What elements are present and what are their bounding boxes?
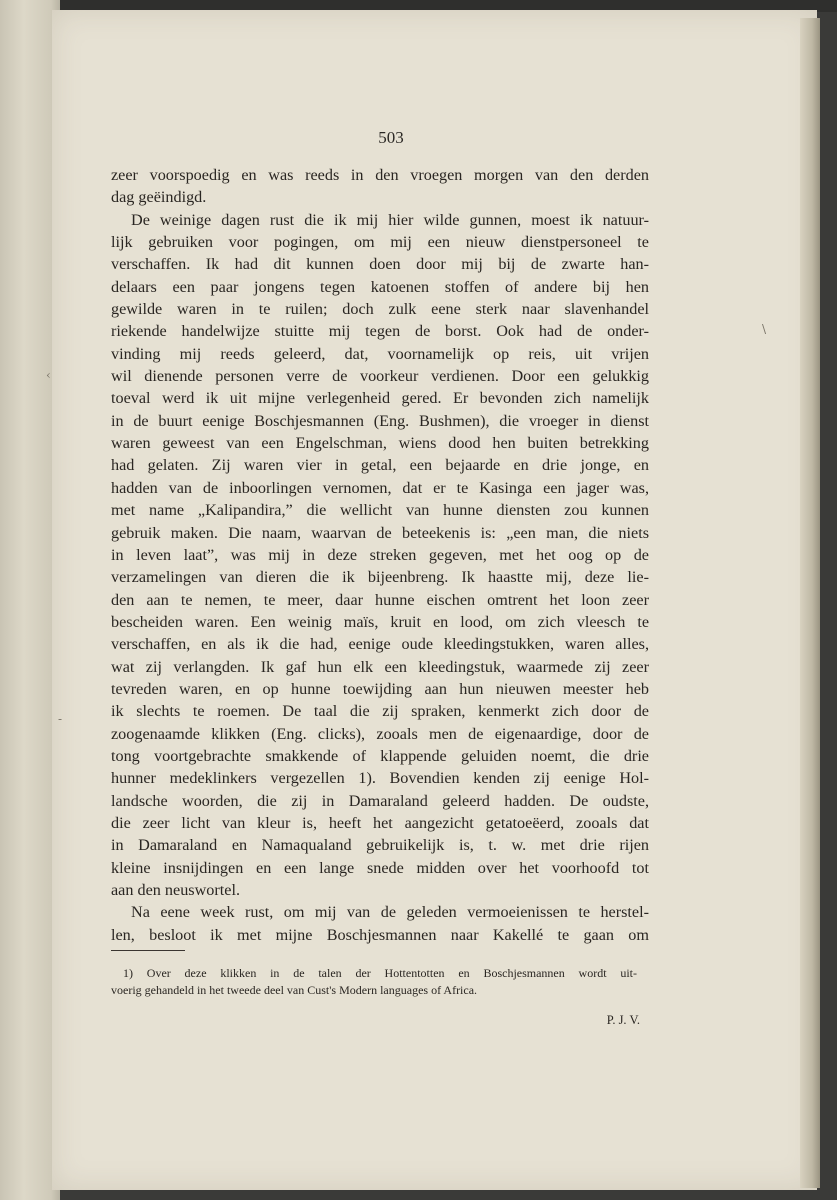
text-line: had gelaten. Zij waren vier in getal, een bejaarde en drie jonge, en	[111, 456, 649, 475]
text-line: waren geweest van een Engelschman, wiens dood hen buiten betrekking	[111, 434, 649, 453]
text-line: toeval werd ik uit mijne verlegenheid gered. Er bevonden zich namelijk	[111, 389, 649, 408]
text-line: verschaffen. Ik had dit kunnen doen door mij bij de zwarte han-	[111, 255, 649, 274]
body-text	[111, 164, 649, 946]
text-line: met name „Kalipandira,” die wellicht van hunne diensten zou kunnen	[111, 501, 649, 520]
text-line: in Damaraland en Namaqualand gebruikelijk is, t. w. met drie rijen	[111, 836, 649, 855]
text-line: wil dienende personen verre de voorkeur verdienen. Door een gelukkig	[111, 367, 649, 386]
text-line: bescheiden waren. Een weinig maïs, kruit en lood, om zich vleesch te	[111, 612, 649, 631]
text-line: in de buurt eenige Boschjesmannen (Eng. Bushmen), die vroeger in dienst	[111, 411, 649, 430]
text-line: hunner medeklinkers vergezellen 1). Bovendien kenden zij eenige Hol-	[111, 769, 649, 788]
text-line: gebruik maken. Die naam, waarvan de beteekenis is: „een man, die niets	[111, 523, 649, 542]
text-line: verschaffen, en als ik die had, eenige oude kleedingstukken, waren alles,	[111, 635, 649, 654]
footnote-signature: P. J. V.	[606, 1013, 640, 1027]
text-line: zoogenaamde klikken (Eng. clicks), zooals men de eigenaardige, door de	[111, 724, 649, 743]
footnote	[111, 965, 637, 999]
text-line: ik slechts te roemen. De taal die zij spraken, kenmerkt zich door de	[111, 702, 649, 721]
text-line: die zeer licht van kleur is, heeft het aangezicht getatoeëerd, zooals dat	[111, 813, 649, 832]
text-line: verzamelingen van dieren die ik bijeenbreng. Ik haastte mij, deze lie-	[111, 568, 649, 587]
text-line: wat zij verlangden. Ik gaf hun elk een kleedingstuk, waarmede zij zeer	[111, 657, 649, 676]
text-line: zeer voorspoedig en was reeds in den vroegen morgen van den derden	[111, 166, 649, 184]
text-line: vinding mij reeds geleerd, dat, voornamelijk op reis, uit vrijen	[111, 344, 649, 363]
margin-mark: ‹	[46, 368, 51, 382]
margin-mark: -	[58, 712, 63, 726]
text-line: riekende handelwijze stuitte mij tegen de borst. Ook had de onder-	[111, 322, 649, 341]
text-line: lijk gebruiken voor pogingen, om mij een nieuw dienstpersoneel te	[111, 233, 649, 252]
text-line: De weinige dagen rust die ik mij hier wilde gunnen, moest ik natuur-	[131, 210, 649, 229]
text-line: aan den neuswortel.	[111, 881, 241, 899]
margin-mark: \	[762, 322, 767, 336]
text-line: in leven laat”, was mij in deze streken gegeven, met het oog op de	[111, 545, 649, 564]
footnote-line: voerig gehandeld in het tweede deel van Cust's Modern languages of Africa.	[111, 983, 478, 997]
text-line: gewilde waren in te ruilen; doch zulk eene sterk naar slavenhandel	[111, 300, 649, 319]
footnote-line: 1) Over deze klikken in de talen der Hottentotten en Boschjesmannen wordt uit-	[123, 966, 637, 980]
text-line: landsche woorden, die zij in Damaraland geleerd hadden. De oudste,	[111, 791, 649, 810]
text-line: den aan te nemen, te meer, daar hunne eischen omtrent het loon zeer	[111, 590, 649, 609]
text-line: delaars een paar jongens tegen katoenen stoffen of andere bij hen	[111, 277, 649, 296]
footnote-rule	[111, 950, 185, 951]
page-number: 503	[378, 128, 404, 147]
text-line: Na eene week rust, om mij van de geleden vermoeienissen te herstel-	[131, 903, 649, 922]
text-line: tevreden waren, en op hunne toewijding aan hun nieuwen meester heb	[111, 679, 649, 698]
text-line: hadden van de inboorlingen vernomen, dat er te Kasinga een jager was,	[111, 478, 649, 497]
text-line: dag geëindigd.	[111, 188, 207, 207]
text-line: kleine insnijdingen en een lange snede midden over het voorhoofd tot	[111, 858, 649, 877]
page-fore-edge	[800, 18, 820, 1188]
text-line: len, besloot ik met mijne Boschjesmannen naar Kakellé te gaan om	[111, 925, 649, 944]
facing-page-edge	[0, 0, 63, 1200]
text-line: tong voortgebrachte smakkende of klappende geluiden noemt, die drie	[111, 746, 649, 765]
